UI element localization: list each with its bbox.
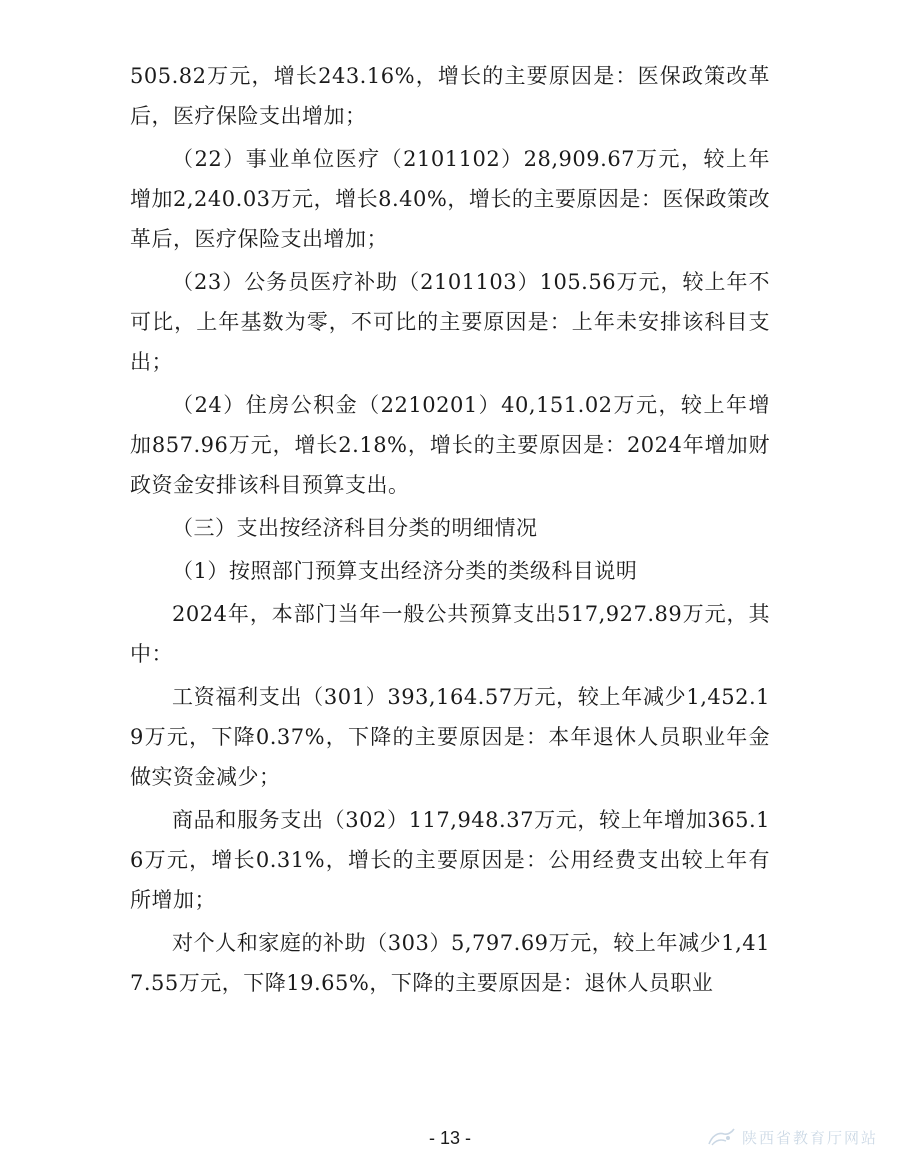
paragraph-continuation: 505.82万元，增长243.16%，增长的主要原因是：医保政策改革后，医疗保险支出增加；: [130, 64, 770, 128]
paragraph-item-23: （23）公务员医疗补助（2101103）105.56万元，较上年不可比，上年基数为零，不可比的主要原因是：上年未安排该科目支出；: [130, 270, 770, 374]
paragraph-item-24: （24）住房公积金（2210201）40,151.02万元，较上年增加857.96万元，增长2.18%，增长的主要原因是：2024年增加财政资金安排该科目预算支出。: [130, 393, 770, 497]
page-number: - 13 -: [428, 1128, 471, 1148]
paragraph-salary-welfare: 工资福利支出（301）393,164.57万元，较上年减少1,452.19万元，下降0.37%，下降的主要原因是：本年退休人员职业年金做实资金减少；: [130, 685, 770, 789]
paragraph-item-22: （22）事业单位医疗（2101102）28,909.67万元，较上年增加2,240.03万元，增长8.40%，增长的主要原因是：医保政策改革后，医疗保险支出增加；: [130, 147, 770, 251]
subsection-heading: （1）按照部门预算支出经济分类的类级科目说明: [172, 559, 638, 583]
paragraph-goods-services: 商品和服务支出（302）117,948.37万元，较上年增加365.16万元，增长0.31%，增长的主要原因是：公用经费支出较上年有所增加；: [130, 808, 770, 912]
paragraph-summary: 2024年，本部门当年一般公共预算支出517,927.89万元，其中：: [130, 602, 770, 666]
watermark-text: 陕西省教育厅网站: [741, 1128, 878, 1147]
watermark: [706, 1126, 878, 1148]
section-heading: （三）支出按经济科目分类的明细情况: [172, 516, 538, 540]
document-body: [130, 56, 770, 1006]
hand-logo-icon: [706, 1126, 736, 1148]
paragraph-household-subsidy: 对个人和家庭的补助（303）5,797.69万元，较上年减少1,417.55万元，下降19.65%，下降的主要原因是：退休人员职业: [130, 931, 770, 995]
